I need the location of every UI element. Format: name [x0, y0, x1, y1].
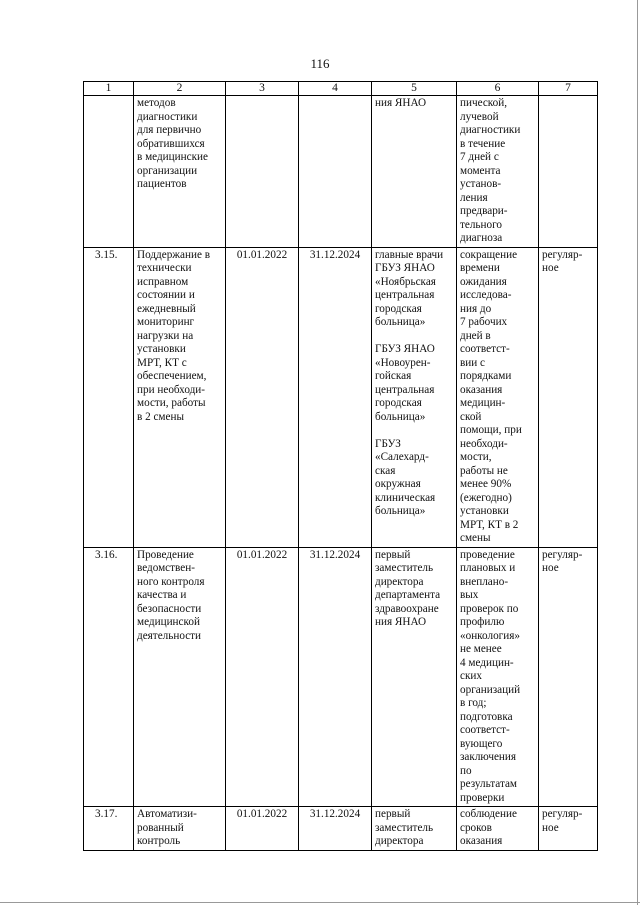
responsible-text: первый заместитель директора — [372, 807, 457, 851]
responsible-text: первый заместитель директора департамента здравоохране ния ЯНАО — [372, 547, 457, 807]
end-date: 31.12.2024 — [299, 807, 372, 851]
column-number: 7 — [539, 82, 598, 96]
column-number: 3 — [226, 82, 299, 96]
result-text: сокращение времени ожидания исследова- ния до 7 рабочих дней в соответст- вии с порядками оказания медицин- ской помощи, при необходи- мости, работы не менее 90% (ежегодно) установки МРТ, КТ в 2 смены — [457, 247, 539, 547]
result-text: соблюдение сроков оказания — [457, 807, 539, 851]
periodicity-text: регуляр- ное — [539, 807, 598, 851]
action-text: методов диагностики для первично обратившихся в медицинские организации пациентов — [134, 96, 226, 248]
responsible-text: главные врачи ГБУЗ ЯНАО «Ноябрьская центральная городская больница» ГБУЗ ЯНАО «Новоурен- гойская центральная городская больница» ГБУЗ «Салехард- ская окружная клиническая больница» — [372, 247, 457, 547]
table-row — [84, 547, 598, 807]
action-text: Поддержание в технически исправном состоянии и ежедневный мониторинг нагрузки на установки МРТ, КТ с обеспечением, при необходи- мости, работы в 2 смены — [134, 247, 226, 547]
column-number: 5 — [372, 82, 457, 96]
start-date: 01.01.2022 — [226, 547, 299, 807]
start-date: 01.01.2022 — [226, 807, 299, 851]
column-number: 6 — [457, 82, 539, 96]
periodicity-text: регуляр- ное — [539, 547, 598, 807]
plan-table — [83, 81, 598, 851]
action-text: Автоматизи- рованный контроль — [134, 807, 226, 851]
end-date: 31.12.2024 — [299, 247, 372, 547]
item-number: 3.17. — [84, 807, 134, 851]
item-number: 3.15. — [84, 247, 134, 547]
responsible-text: ния ЯНАО — [372, 96, 457, 248]
result-text: проведение плановых и внеплано- вых проверок по профилю «онкология» не менее 4 медицин- ских организаций в год; подготовка соответст- вующего заключения по результатам проверки — [457, 547, 539, 807]
action-text: Проведение ведомствен- ного контроля качества и безопасности медицинской деятельности — [134, 547, 226, 807]
end-date — [299, 96, 372, 248]
result-text: пической, лучевой диагностики в течение 7 дней с момента установ- ления предвари- тельного диагноза — [457, 96, 539, 248]
page-edge-right — [637, 0, 638, 905]
start-date: 01.01.2022 — [226, 247, 299, 547]
start-date — [226, 96, 299, 248]
page-number: 116 — [310, 56, 330, 71]
periodicity-text — [539, 96, 598, 248]
column-number: 2 — [134, 82, 226, 96]
column-number-row — [84, 82, 598, 96]
table-row — [84, 247, 598, 547]
column-number: 1 — [84, 82, 134, 96]
page-edge-bottom — [0, 902, 640, 903]
end-date: 31.12.2024 — [299, 547, 372, 807]
item-number: 3.16. — [84, 547, 134, 807]
periodicity-text: регуляр- ное — [539, 247, 598, 547]
column-number: 4 — [299, 82, 372, 96]
table-row — [84, 96, 598, 248]
table-row — [84, 807, 598, 851]
item-number — [84, 96, 134, 248]
